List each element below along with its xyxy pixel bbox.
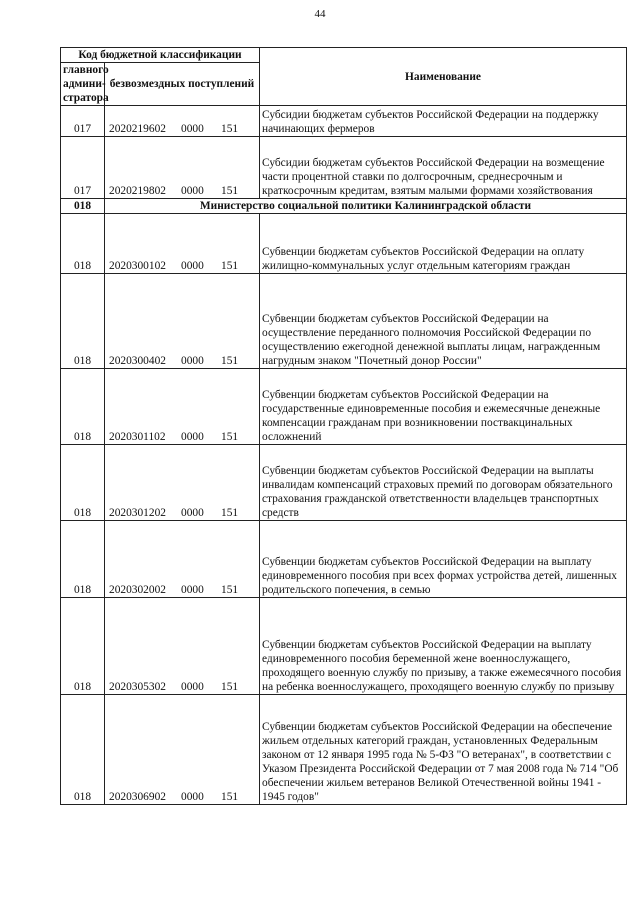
admin-code: 018 bbox=[61, 369, 105, 445]
row-name: Субсидии бюджетам субъектов Российской Федерации на возмещение части процентной ставки по долгосрочным, среднесрочным и краткосрочным кредитам, взятым малыми формами хозяйствования bbox=[260, 137, 627, 199]
revenue-column-header: безвозмездных поступлений bbox=[105, 63, 260, 106]
admin-column-header: главного админи-стратора bbox=[61, 63, 105, 106]
row-name: Субвенции бюджетам субъектов Российской Федерации на государственные единовременные пособия и ежемесячные денежные компенсации гражданам при возникновении поствакцинальных осложнений bbox=[260, 369, 627, 445]
classification-title: Код бюджетной классификации bbox=[61, 48, 260, 63]
table-row bbox=[61, 274, 627, 369]
section-admin-code: 018 bbox=[61, 199, 105, 214]
revenue-code: 2020306902 0000 151 bbox=[105, 695, 260, 805]
admin-code: 018 bbox=[61, 274, 105, 369]
table-row bbox=[61, 214, 627, 274]
name-column-header: Наименование bbox=[260, 48, 627, 106]
admin-code: 018 bbox=[61, 521, 105, 598]
admin-code: 017 bbox=[61, 106, 105, 137]
row-name: Субвенции бюджетам субъектов Российской Федерации на выплаты инвалидам компенсаций страховых премий по договорам обязательного страхования гражданской ответственности владельцев транспортных средств bbox=[260, 445, 627, 521]
row-name: Субвенции бюджетам субъектов Российской Федерации на выплату единовременного пособия при всех формах устройства детей, лишенных родительского попечения, в семью bbox=[260, 521, 627, 598]
revenue-code: 2020300402 0000 151 bbox=[105, 274, 260, 369]
table-row bbox=[61, 598, 627, 695]
page-number: 44 bbox=[314, 8, 326, 20]
row-name: Субвенции бюджетам субъектов Российской Федерации на оплату жилищно-коммунальных услуг отдельным категориям граждан bbox=[260, 214, 627, 274]
revenue-code: 2020305302 0000 151 bbox=[105, 598, 260, 695]
admin-code: 018 bbox=[61, 214, 105, 274]
revenue-code: 2020301102 0000 151 bbox=[105, 369, 260, 445]
admin-code: 017 bbox=[61, 137, 105, 199]
admin-code: 018 bbox=[61, 695, 105, 805]
table-row bbox=[61, 369, 627, 445]
table-row bbox=[61, 521, 627, 598]
header-row-top bbox=[61, 48, 627, 63]
section-row bbox=[61, 199, 627, 214]
admin-code: 018 bbox=[61, 445, 105, 521]
budget-classification-table bbox=[60, 47, 627, 805]
revenue-code: 2020302002 0000 151 bbox=[105, 521, 260, 598]
row-name: Субвенции бюджетам субъектов Российской Федерации на выплату единовременного пособия беременной жене военнослужащего, проходящего военную службу по призыву, а также ежемесячного пособия на ребенка военнослужащего, проходящего военную службу по призыву bbox=[260, 598, 627, 695]
table-row bbox=[61, 445, 627, 521]
table-row bbox=[61, 137, 627, 199]
revenue-code: 2020219602 0000 151 bbox=[105, 106, 260, 137]
row-name: Субвенции бюджетам субъектов Российской Федерации на осуществление переданного полномочия Российской Федерации по осуществлению ежегодной денежной выплаты лицам, награжденным нагрудным знаком "Почетный донор России" bbox=[260, 274, 627, 369]
row-name: Субвенции бюджетам субъектов Российской Федерации на обеспечение жильем отдельных категорий граждан, установленных Федеральным законом от 12 января 1995 года № 5-ФЗ "О ветеранах", в соответствии с Указом Президента Российской Федерации от 7 мая 2008 года № 714 "Об обеспечении жильем ветеранов Великой Отечественной войны 1941 - 1945 годов" bbox=[260, 695, 627, 805]
row-name: Субсидии бюджетам субъектов Российской Федерации на поддержку начинающих фермеров bbox=[260, 106, 627, 137]
table-row bbox=[61, 106, 627, 137]
revenue-code: 2020219802 0000 151 bbox=[105, 137, 260, 199]
table-row bbox=[61, 695, 627, 805]
section-title: Министерство социальной политики Калининградской области bbox=[105, 199, 627, 214]
revenue-code: 2020301202 0000 151 bbox=[105, 445, 260, 521]
revenue-code: 2020300102 0000 151 bbox=[105, 214, 260, 274]
admin-code: 018 bbox=[61, 598, 105, 695]
